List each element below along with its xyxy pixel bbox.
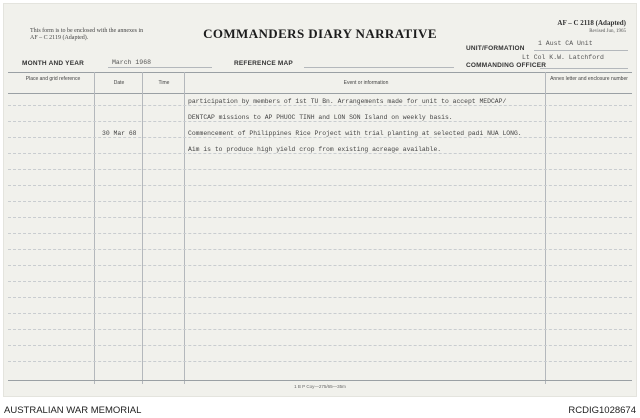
diary-page: [4, 4, 636, 396]
print-code: 1 B P Coy—275/65—35m: [294, 384, 346, 389]
form-revised: Revised Jun, 1965: [589, 29, 626, 34]
unit-formation-label: UNIT/FORMATION: [466, 45, 525, 52]
month-year-label: MONTH AND YEAR: [22, 60, 85, 67]
archive-reference: RCDIG1028674: [568, 405, 636, 416]
column-annex: Annex letter and enclosure number: [550, 76, 628, 82]
column-time: Time: [158, 80, 170, 86]
entry-date: 30 Mar 68: [102, 130, 137, 137]
commanding-officer-value: Lt Col K.W. Latchford: [522, 54, 604, 61]
entry-text: Aim is to produce high yield crop from existing acreage available.: [188, 146, 442, 153]
column-event: Event or information: [343, 80, 389, 86]
archive-credit: AUSTRALIAN WAR MEMORIAL: [4, 405, 142, 416]
form-title: COMMANDERS DIARY NARRATIVE: [203, 26, 437, 41]
reference-map-label: REFERENCE MAP: [234, 60, 293, 67]
month-year-value: March 1968: [112, 59, 152, 66]
entry-text: Commencement of Philippines Rice Project with trial planting at selected padi NUA LONG.: [188, 130, 522, 137]
form-note: This form is to be enclosed with the annexes in AF – C 2119 (Adapted).: [30, 28, 144, 41]
form-number: AF – C 2118 (Adapted): [557, 19, 626, 27]
commanding-officer-label: COMMANDING OFFICER: [466, 62, 547, 69]
column-place: Place and grid reference: [25, 76, 81, 82]
entry-text: DENTCAP missions to AP PHUOC TINH and LON SON Island on weekly basis.: [188, 114, 453, 121]
column-date: Date: [113, 80, 125, 86]
entry-text: participation by members of 1st TU Bn. Arrangements made for unit to accept MEDCAP/: [188, 98, 507, 105]
unit-formation-value: 1 Aust CA Unit: [538, 40, 593, 47]
